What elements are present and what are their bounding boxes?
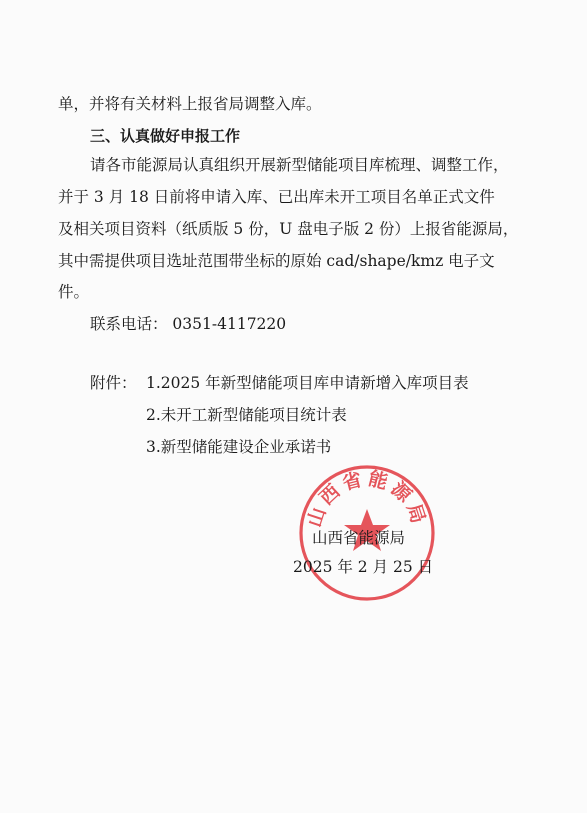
issuer-name: 山西省能源局 [312, 529, 406, 547]
body-line-2: 并于 3 月 18 日前将申请入库、已出库未开工项目名单正式文件 [58, 188, 495, 206]
body-line-4: 其中需提供项目选址范围带坐标的原始 cad/shape/kmz 电子文 [58, 252, 495, 270]
attachment-item-3: 3.新型储能建设企业承诺书 [146, 438, 332, 456]
issue-date: 2025 年 2 月 25 日 [293, 558, 434, 576]
contact-phone: 联系电话： 0351-4117220 [90, 315, 287, 333]
body-line-3: 及相关项目资料（纸质版 5 份，U 盘电子版 2 份）上报省能源局， [58, 220, 519, 238]
body-line-5: 件。 [58, 283, 90, 301]
paragraph-continuation: 单，并将有关材料上报省局调整入库。 [58, 95, 322, 113]
attachment-item-1: 1.2025 年新型储能项目库申请新增入库项目表 [146, 374, 469, 392]
body-line-1: 请各市能源局认真组织开展新型储能项目库梳理、调整工作， [90, 156, 509, 174]
seal-text: 山西省能源局 [303, 467, 431, 530]
section-heading: 三、认真做好申报工作 [90, 127, 241, 145]
attachments-label: 附件： [90, 374, 137, 392]
attachment-item-2: 2.未开工新型储能项目统计表 [146, 406, 347, 424]
